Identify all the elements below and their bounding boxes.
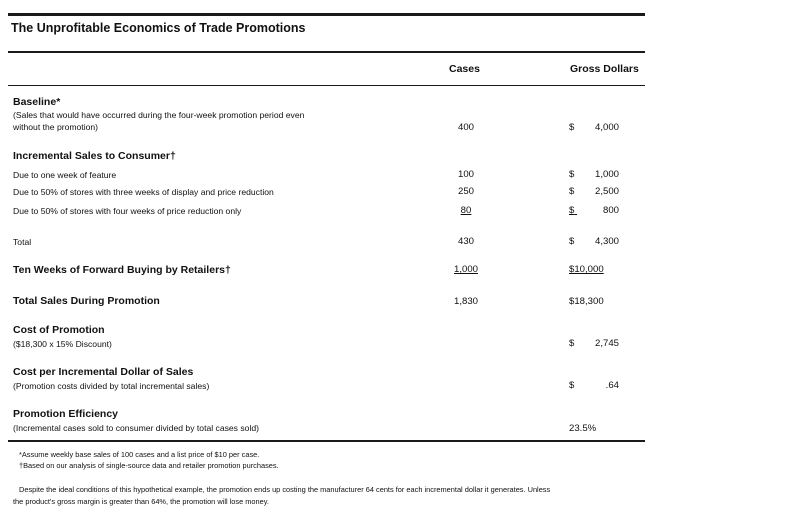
incremental-row-3-dollar-sign: $ [569, 205, 575, 216]
incremental-row-1-label: Due to one week of feature [13, 170, 117, 180]
cost-of-promotion-dollars [569, 338, 619, 349]
baseline-description-line-1: (Sales that would have occurred during the four-week promotion period even [13, 110, 305, 120]
total-dollar-sign: $ [569, 236, 575, 247]
cost-per-incremental-dollar-description: (Promotion costs divided by total incremental sales) [13, 381, 210, 391]
total-sales-cases: 1,830 [453, 296, 478, 307]
incremental-row-2-dollars [569, 186, 619, 197]
cost-of-promotion-amount: 2,745 [595, 338, 620, 349]
incremental-row-1-dollar-sign: $ [569, 169, 575, 180]
bottom-rule [8, 440, 645, 442]
incremental-row-3-label: Due to 50% of stores with four weeks of price reduction only [13, 206, 242, 216]
forward-buying-cases: 1,000 [453, 264, 478, 275]
page-title: The Unprofitable Economics of Trade Promotions [11, 21, 306, 35]
forward-buying-heading: Ten Weeks of Forward Buying by Retailers† [13, 264, 231, 276]
closing-note-line-1: Despite the ideal conditions of this hypothetical example, the promotion ends up costing the manufacturer 64 cents for each incremental dollar it generates. Unless [19, 485, 551, 494]
promotion-efficiency-description: (Incremental cases sold to consumer divided by total cases sold) [13, 423, 259, 433]
baseline-cases: 400 [457, 122, 474, 133]
cost-per-incremental-dollar-sign: $ [569, 380, 575, 391]
promotion-efficiency-heading: Promotion Efficiency [13, 408, 119, 420]
column-header-gross-dollars: Gross Dollars [570, 63, 639, 75]
footnote-assumption: *Assume weekly base sales of 100 cases and a list price of $10 per case. [19, 450, 260, 459]
forward-buying-dollars: $10,000 [569, 264, 604, 275]
cost-per-incremental-dollar-value [569, 380, 619, 391]
cost-per-incremental-dollar-heading: Cost per Incremental Dollar of Sales [13, 366, 194, 378]
cost-per-incremental-dollar-amount: .64 [605, 380, 620, 391]
column-header-cases: Cases [449, 63, 480, 75]
incremental-row-1-cases: 100 [457, 169, 474, 180]
incremental-row-2-cases: 250 [457, 186, 474, 197]
total-label: Total [13, 237, 32, 247]
baseline-dollar-sign: $ [569, 122, 575, 133]
incremental-row-2-amount: 2,500 [595, 186, 620, 197]
total-dollars [569, 236, 619, 247]
baseline-heading: Baseline* [13, 96, 61, 108]
baseline-description-line-2: without the promotion) [13, 122, 99, 132]
total-amount: 4,300 [595, 236, 620, 247]
cost-of-promotion-heading: Cost of Promotion [13, 324, 105, 336]
incremental-row-1-dollars [569, 169, 619, 180]
promotion-efficiency-value: 23.5% [569, 423, 597, 434]
closing-note-line-2: the product's gross margin is greater than 64%, the promotion will lose money. [13, 497, 269, 506]
total-sales-dollars: $18,300 [569, 296, 604, 307]
cost-of-promotion-dollar-sign: $ [569, 338, 575, 349]
footnote-source: †Based on our analysis of single-source data and retailer promotion purchases. [19, 461, 279, 470]
incremental-row-3-dollars [569, 205, 619, 216]
incremental-row-3-cases: 80 [460, 205, 472, 216]
total-cases: 430 [457, 236, 474, 247]
cost-of-promotion-description: ($18,300 x 15% Discount) [13, 339, 112, 349]
total-sales-heading: Total Sales During Promotion [13, 295, 160, 307]
header-rule [8, 85, 645, 86]
top-rule [8, 13, 645, 16]
incremental-row-3-amount: 800 [603, 205, 620, 216]
baseline-dollars [569, 122, 619, 133]
incremental-row-2-dollar-sign: $ [569, 186, 575, 197]
title-rule [8, 51, 645, 53]
incremental-heading: Incremental Sales to Consumer† [13, 150, 176, 162]
incremental-row-1-amount: 1,000 [595, 169, 620, 180]
incremental-row-2-label: Due to 50% of stores with three weeks of display and price reduction [13, 187, 274, 197]
baseline-amount: 4,000 [595, 122, 620, 133]
